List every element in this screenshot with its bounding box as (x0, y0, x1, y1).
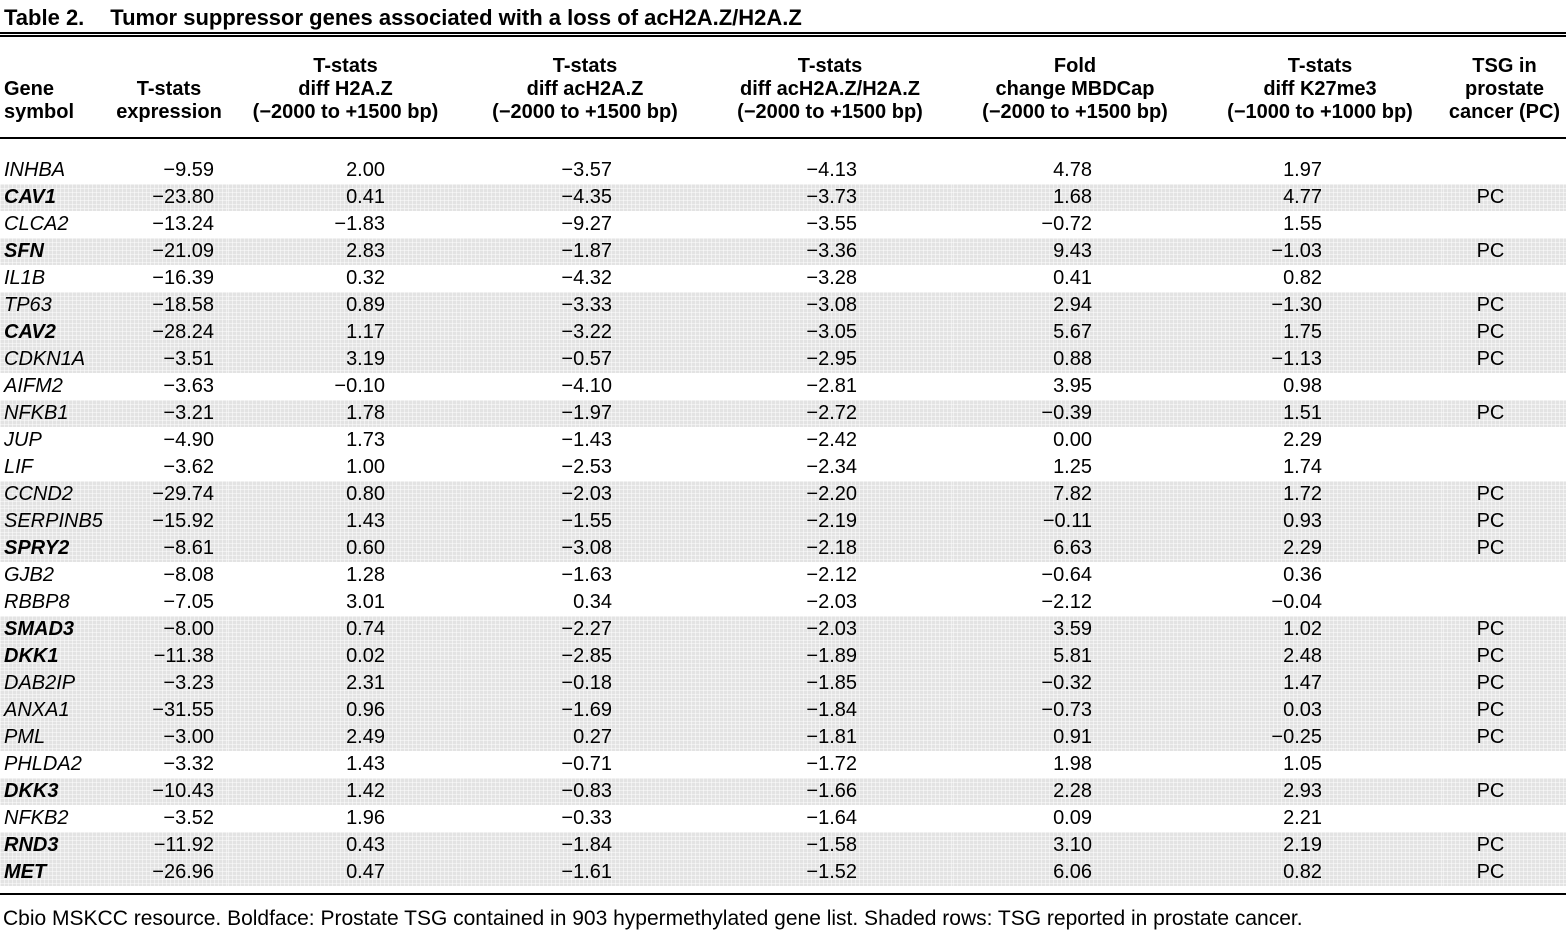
cell-tsg-prostate (1443, 427, 1566, 454)
table-row-clca2 (0, 211, 1566, 238)
cell-tstats-diff-ratio: −1.52 (707, 859, 953, 886)
cell-tstats-diff-k27me3: 1.47 (1197, 670, 1443, 697)
column-header-line: cancer (PC) (1448, 101, 1561, 123)
column-header-line: T-stats (797, 55, 863, 77)
cell-tstats-diff-ratio: −1.58 (707, 832, 953, 859)
column-header-line: T-stats (313, 55, 378, 77)
cell-tstats-diff-ratio: −1.64 (806, 807, 857, 829)
cell-fold-change-mbdcap: 5.81 (953, 643, 1197, 670)
column-header-line: T-stats (1287, 55, 1353, 77)
cell-tsg-prostate: PC (1443, 832, 1566, 859)
table-row-tp63 (0, 292, 1566, 319)
cell-tstats-expression: −26.96 (110, 859, 228, 886)
cell-tstats-expression: −3.62 (163, 456, 214, 478)
cell-gene-symbol: LIF (4, 456, 33, 478)
cell-tstats-diff-ach2az: −2.53 (561, 456, 612, 478)
cell-tstats-diff-k27me3: 1.02 (1197, 616, 1443, 643)
cell-tstats-expression: −28.24 (110, 319, 228, 346)
cell-tstats-diff-ratio: −1.89 (707, 643, 953, 670)
cell-tstats-diff-ach2az: −4.35 (463, 184, 707, 211)
cell-tstats-diff-h2az: 1.43 (346, 753, 385, 775)
cell-gene-symbol: SERPINB5 (0, 508, 110, 535)
cell-gene-symbol: PHLDA2 (4, 753, 82, 775)
cell-tstats-diff-ach2az: −0.57 (463, 346, 707, 373)
cell-fold-change-mbdcap: 2.28 (953, 778, 1197, 805)
cell-tstats-diff-h2az: 0.32 (346, 267, 385, 289)
cell-tstats-diff-k27me3: 1.72 (1197, 481, 1443, 508)
cell-tstats-diff-k27me3: 1.05 (1283, 753, 1322, 775)
column-header-line: expression (116, 101, 222, 123)
column-header-line: diff acH2A.Z/H2A.Z (739, 78, 921, 100)
cell-tstats-diff-ratio: −2.34 (806, 456, 857, 478)
cell-tsg-prostate: PC (1443, 319, 1566, 346)
cell-tstats-diff-k27me3: 0.03 (1197, 697, 1443, 724)
cell-fold-change-mbdcap: 0.00 (1053, 429, 1092, 451)
table-row-dkk1 (0, 643, 1566, 670)
cell-tstats-diff-h2az: 0.60 (228, 535, 463, 562)
cell-tstats-diff-k27me3: 0.98 (1283, 375, 1322, 397)
cell-gene-symbol: MET (0, 859, 110, 886)
cell-tsg-prostate: PC (1443, 859, 1566, 886)
header-gap (0, 138, 1566, 157)
cell-tstats-diff-ach2az: −1.43 (561, 429, 612, 451)
cell-tstats-diff-ratio: −3.55 (806, 213, 857, 235)
cell-tstats-diff-k27me3: 0.82 (1197, 859, 1443, 886)
cell-gene-symbol: NFKB2 (4, 807, 69, 829)
column-header-tsg-prostate (1443, 37, 1566, 138)
cell-tstats-diff-ratio: −2.18 (707, 535, 953, 562)
column-header-tstats-diff-ratio (707, 37, 953, 138)
cell-tstats-diff-ach2az: −3.57 (561, 159, 612, 181)
cell-tstats-expression: −13.24 (152, 213, 214, 235)
cell-tstats-diff-h2az: 0.80 (228, 481, 463, 508)
cell-tstats-diff-ratio: −2.20 (707, 481, 953, 508)
cell-tstats-diff-ratio: −2.81 (806, 375, 857, 397)
cell-fold-change-mbdcap: −0.32 (953, 670, 1197, 697)
cell-tstats-diff-h2az: 0.47 (228, 859, 463, 886)
cell-tstats-diff-k27me3: 0.93 (1197, 508, 1443, 535)
cell-tsg-prostate (1443, 805, 1566, 832)
cell-tstats-diff-h2az: 1.43 (228, 508, 463, 535)
cell-tstats-expression: −8.08 (163, 564, 214, 586)
cell-tstats-diff-k27me3: 2.19 (1197, 832, 1443, 859)
table-row-met (0, 859, 1566, 886)
cell-gene-symbol: PML (0, 724, 110, 751)
table-title: Tumor suppressor genes associated with a loss of acH2A.Z/H2A.Z (110, 5, 802, 30)
cell-tstats-diff-ach2az: −2.27 (463, 616, 707, 643)
cell-gene-symbol: NFKB1 (0, 400, 110, 427)
cell-tstats-expression: −15.92 (110, 508, 228, 535)
cell-gene-symbol: RND3 (0, 832, 110, 859)
cell-tstats-diff-h2az: −1.83 (334, 213, 385, 235)
column-header-line: symbol (4, 101, 75, 123)
column-header-line: (−2000 to +1500 bp) (982, 101, 1168, 123)
cell-tstats-diff-k27me3: 1.97 (1283, 159, 1322, 181)
cell-tstats-diff-h2az: 0.02 (228, 643, 463, 670)
cell-tstats-diff-h2az: 0.41 (228, 184, 463, 211)
cell-fold-change-mbdcap: 0.88 (953, 346, 1197, 373)
cell-tsg-prostate (1443, 265, 1566, 292)
cell-fold-change-mbdcap: 0.41 (1053, 267, 1092, 289)
cell-tstats-diff-k27me3: 1.75 (1197, 319, 1443, 346)
cell-tsg-prostate: PC (1443, 346, 1566, 373)
cell-tsg-prostate (1443, 562, 1566, 589)
cell-tstats-expression: −8.00 (110, 616, 228, 643)
cell-tstats-diff-ach2az: −1.69 (463, 697, 707, 724)
cell-tstats-diff-ratio: −2.95 (707, 346, 953, 373)
table-row-rbbp8 (0, 589, 1566, 616)
cell-tstats-expression: −21.09 (110, 238, 228, 265)
cell-tstats-diff-h2az: 0.96 (228, 697, 463, 724)
cell-tstats-diff-h2az: 0.89 (228, 292, 463, 319)
cell-gene-symbol: CCND2 (0, 481, 110, 508)
cell-tstats-diff-ach2az: −4.32 (561, 267, 612, 289)
cell-tstats-expression: −9.59 (163, 159, 214, 181)
cell-tstats-expression: −3.23 (110, 670, 228, 697)
cell-tstats-diff-ach2az: 0.34 (573, 591, 612, 613)
cell-gene-symbol: CDKN1A (0, 346, 110, 373)
table-label: Table 2. (4, 5, 85, 30)
cell-tsg-prostate: PC (1443, 292, 1566, 319)
cell-tstats-diff-ratio: −2.72 (707, 400, 953, 427)
cell-tstats-diff-k27me3: −0.04 (1271, 591, 1322, 613)
cell-tsg-prostate: PC (1443, 535, 1566, 562)
cell-tsg-prostate: PC (1443, 238, 1566, 265)
cell-tstats-expression: −18.58 (110, 292, 228, 319)
cell-fold-change-mbdcap: −0.39 (953, 400, 1197, 427)
table-header (0, 37, 1566, 138)
cell-tstats-diff-ach2az: −0.33 (561, 807, 612, 829)
table-row-cav2 (0, 319, 1566, 346)
cell-tstats-expression: −4.90 (163, 429, 214, 451)
cell-tstats-diff-h2az: 2.49 (228, 724, 463, 751)
cell-tstats-expression: −23.80 (110, 184, 228, 211)
cell-fold-change-mbdcap: 7.82 (953, 481, 1197, 508)
cell-gene-symbol: DKK1 (0, 643, 110, 670)
cell-gene-symbol: TP63 (0, 292, 110, 319)
column-header-line: Gene (4, 78, 55, 100)
cell-gene-symbol: INHBA (4, 159, 66, 181)
column-header-line: diff acH2A.Z (526, 78, 644, 100)
column-header-line: change MBDCap (995, 78, 1155, 100)
cell-fold-change-mbdcap: 0.09 (1053, 807, 1092, 829)
cell-tstats-diff-ach2az: −0.18 (463, 670, 707, 697)
cell-tstats-diff-ach2az: −0.83 (463, 778, 707, 805)
cell-tstats-diff-k27me3: 4.77 (1197, 184, 1443, 211)
cell-tstats-expression: −3.32 (163, 753, 214, 775)
column-header-line: Fold (1053, 55, 1097, 77)
cell-tstats-diff-ratio: −1.72 (806, 753, 857, 775)
table-row-nfkb2 (0, 805, 1566, 832)
table-row-sfn (0, 238, 1566, 265)
cell-tstats-expression: −3.00 (110, 724, 228, 751)
table-row-inhba (0, 157, 1566, 184)
table-row-ccnd2 (0, 481, 1566, 508)
cell-tstats-diff-h2az: 3.19 (228, 346, 463, 373)
cell-tstats-diff-h2az: 2.83 (228, 238, 463, 265)
cell-tstats-diff-k27me3: 2.93 (1197, 778, 1443, 805)
cell-tstats-diff-h2az: 2.00 (346, 159, 385, 181)
column-header-line: T-stats (136, 78, 202, 100)
cell-fold-change-mbdcap: 3.59 (953, 616, 1197, 643)
cell-gene-symbol: DAB2IP (0, 670, 110, 697)
column-header-line: TSG in (1472, 55, 1537, 77)
cell-tstats-diff-ach2az: −3.08 (463, 535, 707, 562)
cell-tstats-diff-ratio: −2.12 (806, 564, 857, 586)
cell-tstats-diff-k27me3: 1.51 (1197, 400, 1443, 427)
cell-fold-change-mbdcap: −0.73 (953, 697, 1197, 724)
cell-tsg-prostate: PC (1443, 778, 1566, 805)
table-caption (0, 0, 1566, 30)
column-header-line: T-stats (552, 55, 618, 77)
cell-fold-change-mbdcap: 6.06 (953, 859, 1197, 886)
cell-gene-symbol: SMAD3 (0, 616, 110, 643)
cell-tsg-prostate: PC (1443, 481, 1566, 508)
cell-fold-change-mbdcap: 0.91 (953, 724, 1197, 751)
column-header-gene-symbol (0, 37, 110, 138)
cell-tstats-expression: −3.52 (163, 807, 214, 829)
cell-tstats-expression: −3.51 (110, 346, 228, 373)
cell-tstats-diff-h2az: 0.43 (228, 832, 463, 859)
header-gap-row (0, 138, 1566, 157)
column-header-line: (−1000 to +1000 bp) (1227, 101, 1413, 123)
cell-tstats-expression: −11.38 (110, 643, 228, 670)
cell-tsg-prostate: PC (1443, 184, 1566, 211)
cell-tstats-diff-ratio: −3.36 (707, 238, 953, 265)
cell-tstats-diff-ratio: −2.19 (707, 508, 953, 535)
cell-tstats-diff-ach2az: −1.97 (463, 400, 707, 427)
cell-gene-symbol: AIFM2 (4, 375, 63, 397)
table-row-spry2 (0, 535, 1566, 562)
cell-tstats-diff-ach2az: −4.10 (561, 375, 612, 397)
table-row-rnd3 (0, 832, 1566, 859)
cell-tstats-diff-k27me3: 0.36 (1283, 564, 1322, 586)
cell-fold-change-mbdcap: 1.98 (1053, 753, 1092, 775)
table-row-anxa1 (0, 697, 1566, 724)
cell-tsg-prostate: PC (1443, 670, 1566, 697)
column-header-line: (−2000 to +1500 bp) (492, 101, 678, 123)
cell-tsg-prostate: PC (1443, 643, 1566, 670)
cell-tstats-diff-k27me3: 2.29 (1283, 429, 1322, 451)
cell-tstats-diff-ratio: −3.73 (707, 184, 953, 211)
cell-tstats-diff-ach2az: −3.33 (463, 292, 707, 319)
cell-tstats-diff-k27me3: −0.25 (1197, 724, 1443, 751)
cell-tstats-diff-ratio: −4.13 (806, 159, 857, 181)
cell-tsg-prostate: PC (1443, 697, 1566, 724)
cell-tstats-diff-k27me3: 1.55 (1283, 213, 1322, 235)
cell-tstats-diff-h2az: 0.74 (228, 616, 463, 643)
column-header-line: (−2000 to +1500 bp) (252, 101, 439, 123)
cell-gene-symbol: SFN (0, 238, 110, 265)
cell-tstats-expression: −3.21 (110, 400, 228, 427)
cell-gene-symbol: RBBP8 (4, 591, 70, 613)
cell-tstats-diff-ratio: −3.08 (707, 292, 953, 319)
table-row-il1b (0, 265, 1566, 292)
cell-tstats-diff-ratio: −1.66 (707, 778, 953, 805)
cell-tstats-diff-ach2az: 0.27 (463, 724, 707, 751)
column-header-line: prostate (1465, 78, 1544, 100)
cell-tstats-diff-ratio: −3.28 (806, 267, 857, 289)
column-header-tstats-diff-h2az (228, 37, 463, 138)
header-row (0, 37, 1566, 138)
cell-tstats-diff-ach2az: −1.84 (463, 832, 707, 859)
cell-fold-change-mbdcap: −0.64 (1041, 564, 1092, 586)
column-header-line: diff K27me3 (1263, 78, 1377, 100)
cell-fold-change-mbdcap: 3.10 (953, 832, 1197, 859)
table-row-cav1 (0, 184, 1566, 211)
table-row-dkk3 (0, 778, 1566, 805)
cell-tstats-expression: −16.39 (152, 267, 214, 289)
table-row-smad3 (0, 616, 1566, 643)
cell-tstats-diff-k27me3: 2.29 (1197, 535, 1443, 562)
cell-tsg-prostate (1443, 454, 1566, 481)
cell-tsg-prostate (1443, 211, 1566, 238)
table-row-phlda2 (0, 751, 1566, 778)
cell-gene-symbol: DKK3 (0, 778, 110, 805)
cell-tstats-diff-ach2az: −2.03 (463, 481, 707, 508)
cell-tsg-prostate: PC (1443, 508, 1566, 535)
cell-tstats-diff-k27me3: 0.82 (1283, 267, 1322, 289)
cell-tstats-diff-h2az: 1.28 (346, 564, 385, 586)
cell-tstats-diff-k27me3: −1.03 (1197, 238, 1443, 265)
cell-tstats-expression: −7.05 (163, 591, 214, 613)
cell-tstats-diff-ach2az: −1.55 (463, 508, 707, 535)
column-header-fold-change-mbdcap (953, 37, 1197, 138)
cell-fold-change-mbdcap: 2.94 (953, 292, 1197, 319)
cell-tstats-diff-ach2az: −3.22 (463, 319, 707, 346)
cell-tsg-prostate (1443, 751, 1566, 778)
table-row-lif (0, 454, 1566, 481)
cell-tstats-diff-k27me3: 2.21 (1283, 807, 1322, 829)
cell-tstats-diff-k27me3: 1.74 (1283, 456, 1322, 478)
cell-tstats-expression: −10.43 (110, 778, 228, 805)
cell-tstats-diff-ach2az: −1.63 (561, 564, 612, 586)
table-body (0, 138, 1566, 886)
table-row-nfkb1 (0, 400, 1566, 427)
cell-tstats-diff-ach2az: −9.27 (561, 213, 612, 235)
cell-tstats-diff-ratio: −3.05 (707, 319, 953, 346)
cell-gene-symbol: IL1B (4, 267, 46, 289)
cell-tstats-diff-ach2az: −1.87 (463, 238, 707, 265)
cell-tsg-prostate: PC (1443, 400, 1566, 427)
cell-fold-change-mbdcap: 4.78 (1053, 159, 1092, 181)
cell-gene-symbol: CAV2 (0, 319, 110, 346)
cell-tstats-diff-h2az: 1.96 (346, 807, 385, 829)
cell-tstats-diff-ratio: −2.03 (806, 591, 857, 613)
table-row-pml (0, 724, 1566, 751)
cell-tstats-diff-h2az: 3.01 (346, 591, 385, 613)
cell-gene-symbol: CAV1 (0, 184, 110, 211)
cell-fold-change-mbdcap: −0.11 (953, 508, 1197, 535)
cell-tsg-prostate: PC (1443, 724, 1566, 751)
cell-tstats-diff-k27me3: −1.30 (1197, 292, 1443, 319)
cell-fold-change-mbdcap: 9.43 (953, 238, 1197, 265)
cell-tstats-diff-k27me3: 2.48 (1197, 643, 1443, 670)
cell-tstats-diff-ratio: −1.84 (707, 697, 953, 724)
table-row-cdkn1a (0, 346, 1566, 373)
cell-tstats-diff-h2az: 1.17 (228, 319, 463, 346)
column-header-tstats-diff-ach2az (463, 37, 707, 138)
cell-tstats-diff-ratio: −2.42 (806, 429, 857, 451)
cell-fold-change-mbdcap: −0.72 (1041, 213, 1092, 235)
cell-tstats-diff-h2az: 2.31 (228, 670, 463, 697)
cell-fold-change-mbdcap: 1.25 (1053, 456, 1092, 478)
cell-tstats-diff-h2az: −0.10 (334, 375, 385, 397)
cell-tstats-expression: −31.55 (110, 697, 228, 724)
cell-tstats-diff-ratio: −1.85 (707, 670, 953, 697)
cell-gene-symbol: JUP (4, 429, 42, 451)
column-header-tstats-diff-k27me3 (1197, 37, 1443, 138)
cell-tstats-expression: −3.63 (163, 375, 214, 397)
cell-tsg-prostate (1443, 157, 1566, 184)
cell-tsg-prostate: PC (1443, 616, 1566, 643)
column-header-line: (−2000 to +1500 bp) (737, 101, 923, 123)
cell-tstats-diff-ratio: −1.81 (707, 724, 953, 751)
tsg-table (0, 37, 1566, 886)
table-row-jup (0, 427, 1566, 454)
table-row-gjb2 (0, 562, 1566, 589)
cell-tstats-expression: −8.61 (110, 535, 228, 562)
table-footnote: Cbio MSKCC resource. Boldface: Prostate TSG contained in 903 hypermethylated gene list. Shaded rows: TSG reported in prostate cancer. (3, 907, 1303, 930)
cell-tsg-prostate (1443, 373, 1566, 400)
cell-gene-symbol: SPRY2 (0, 535, 110, 562)
cell-tstats-diff-k27me3: −1.13 (1197, 346, 1443, 373)
cell-tstats-diff-h2az: 1.73 (346, 429, 385, 451)
cell-fold-change-mbdcap: −2.12 (1041, 591, 1092, 613)
cell-tstats-diff-ach2az: −1.61 (463, 859, 707, 886)
cell-tstats-diff-h2az: 1.00 (346, 456, 385, 478)
table-row-serpinb5 (0, 508, 1566, 535)
cell-tstats-diff-ratio: −2.03 (707, 616, 953, 643)
cell-tsg-prostate (1443, 589, 1566, 616)
cell-gene-symbol: GJB2 (4, 564, 55, 586)
cell-fold-change-mbdcap: 3.95 (1053, 375, 1092, 397)
cell-tstats-diff-h2az: 1.42 (228, 778, 463, 805)
cell-tstats-diff-h2az: 1.78 (228, 400, 463, 427)
cell-tstats-expression: −29.74 (110, 481, 228, 508)
table-row-dab2ip (0, 670, 1566, 697)
cell-fold-change-mbdcap: 5.67 (953, 319, 1197, 346)
cell-fold-change-mbdcap: 1.68 (953, 184, 1197, 211)
cell-tstats-diff-ach2az: −0.71 (561, 753, 612, 775)
column-header-tstats-expression (110, 37, 228, 138)
table-row-aifm2 (0, 373, 1566, 400)
cell-tstats-diff-ach2az: −2.85 (463, 643, 707, 670)
cell-gene-symbol: CLCA2 (4, 213, 69, 235)
cell-gene-symbol: ANXA1 (0, 697, 110, 724)
column-header-line: diff H2A.Z (298, 78, 393, 100)
cell-tstats-expression: −11.92 (110, 832, 228, 859)
cell-fold-change-mbdcap: 6.63 (953, 535, 1197, 562)
